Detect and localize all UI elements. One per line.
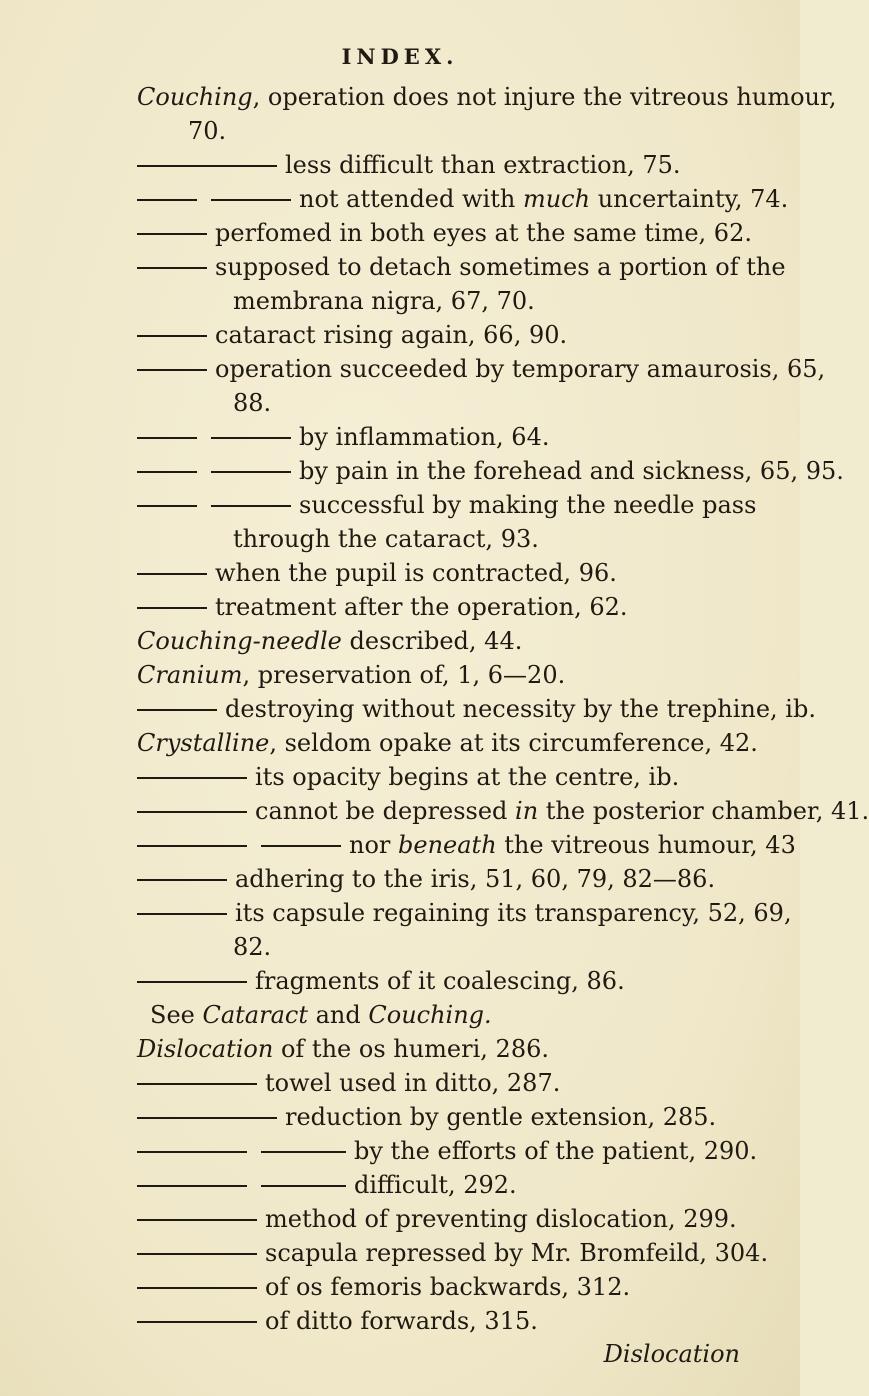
- index-line: [137, 796, 869, 826]
- index-line: [137, 1102, 716, 1132]
- entry-text: scapula repressed by Mr. Bromfeild, 304.: [265, 1239, 769, 1267]
- ditto-dash: [137, 233, 207, 235]
- entry-text: Couching: [137, 83, 253, 111]
- entry-text: the posterior chamber, 41.: [538, 797, 869, 825]
- ditto-dash: [211, 505, 291, 507]
- ditto-dash: [137, 267, 207, 269]
- index-line: [137, 1170, 517, 1200]
- ditto-dash: [137, 505, 197, 507]
- ditto-dash: [137, 913, 227, 915]
- catchword: Dislocation: [603, 1340, 740, 1368]
- entry-text: cataract rising again, 66, 90.: [215, 321, 568, 349]
- entry-text: operation succeeded by temporary amaurosis, 65,: [215, 355, 826, 383]
- ditto-dash: [137, 369, 207, 371]
- ditto-dash: [211, 437, 291, 439]
- entry-text: Cataract: [202, 1001, 308, 1029]
- entry-text: method of preventing dislocation, 299.: [265, 1205, 737, 1233]
- entry-text: much: [522, 185, 591, 213]
- entry-text: 82.: [233, 933, 272, 961]
- ditto-dash: [137, 335, 207, 337]
- entry-text: membrana nigra, 67, 70.: [233, 287, 535, 315]
- ditto-dash: [261, 845, 341, 847]
- ditto-dash: [137, 165, 277, 167]
- index-line: [137, 218, 752, 248]
- entry-text: of ditto forwards, 315.: [265, 1307, 538, 1335]
- ditto-dash: [261, 1151, 346, 1153]
- entry-text: treatment after the operation, 62.: [215, 593, 628, 621]
- entry-text: Cranium: [137, 661, 243, 689]
- entry-text: Dislocation: [137, 1035, 274, 1063]
- index-line: [137, 354, 825, 384]
- entry-text: cannot be depressed: [255, 797, 516, 825]
- ditto-dash: [137, 1117, 277, 1119]
- index-line: [137, 898, 792, 928]
- entry-text: its capsule regaining its transparency, 52, 69,: [235, 899, 792, 927]
- entry-text: 88.: [233, 389, 272, 417]
- index-line: [137, 150, 681, 180]
- index-line: [137, 558, 617, 588]
- index-line: [137, 184, 788, 214]
- index-line: [137, 660, 565, 690]
- index-line: [137, 1272, 630, 1302]
- ditto-dash: [137, 1253, 257, 1255]
- index-line: [233, 932, 271, 962]
- entry-text: by the efforts of the patient, 290.: [354, 1137, 758, 1165]
- entry-text: , operation does not injure the vitreous humour,: [252, 83, 837, 111]
- ditto-dash: [137, 1287, 257, 1289]
- entry-text: through the cataract, 93.: [233, 525, 539, 553]
- entry-text: when the pupil is contracted, 96.: [215, 559, 617, 587]
- entry-text: described, 44.: [341, 627, 523, 655]
- entry-text: by pain in the forehead and sickness, 65, 95.: [299, 457, 844, 485]
- index-line: [137, 1306, 538, 1336]
- entry-text: nor: [349, 831, 399, 859]
- index-line: [137, 320, 567, 350]
- ditto-dash: [137, 437, 197, 439]
- ditto-dash: [211, 199, 291, 201]
- ditto-dash: [137, 1321, 257, 1323]
- index-line: [137, 830, 796, 860]
- ditto-dash: [137, 1219, 257, 1221]
- ditto-dash: [261, 1185, 346, 1187]
- entry-text: , preservation of, 1, 6—20.: [242, 661, 566, 689]
- index-line: [137, 1034, 549, 1064]
- index-line: [137, 626, 522, 656]
- entry-text: less difficult than extraction, 75.: [285, 151, 681, 179]
- entry-text: reduction by gentle extension, 285.: [285, 1103, 717, 1131]
- entry-text: the vitreous humour, 43: [496, 831, 796, 859]
- index-line: [137, 1238, 768, 1268]
- index-line: [233, 286, 535, 316]
- entry-text: of os femoris backwards, 312.: [265, 1273, 631, 1301]
- ditto-dash: [137, 607, 207, 609]
- entry-text: of the os humeri, 286.: [273, 1035, 549, 1063]
- index-line: [137, 1136, 757, 1166]
- index-line: [150, 1000, 492, 1030]
- index-line: [137, 252, 786, 282]
- entry-text: , seldom opake at its circumference, 42.: [269, 729, 758, 757]
- entry-text: by inflammation, 64.: [299, 423, 550, 451]
- entry-text: 70.: [188, 117, 227, 145]
- entry-text: fragments of it coalescing, 86.: [255, 967, 625, 995]
- entry-text: adhering to the iris, 51, 60, 79, 82—86.: [235, 865, 716, 893]
- index-line: [137, 966, 625, 996]
- ditto-dash: [137, 199, 197, 201]
- entry-text: difficult, 292.: [354, 1171, 517, 1199]
- index-line: [137, 762, 679, 792]
- entry-text: destroying without necessity by the trephine, ib.: [225, 695, 816, 723]
- ditto-dash: [137, 777, 247, 779]
- ditto-dash: [137, 1151, 247, 1153]
- entry-text: its opacity begins at the centre, ib.: [255, 763, 680, 791]
- ditto-dash: [211, 471, 291, 473]
- entry-text: in: [515, 797, 539, 825]
- ditto-dash: [137, 879, 227, 881]
- entry-text: Couching.: [368, 1001, 492, 1029]
- index-line: [137, 592, 628, 622]
- index-line: [233, 524, 539, 554]
- ditto-dash: [137, 471, 197, 473]
- index-line: [137, 1068, 560, 1098]
- entry-text: uncertainty, 74.: [590, 185, 789, 213]
- ditto-dash: [137, 981, 247, 983]
- ditto-dash: [137, 1185, 247, 1187]
- page-header: INDEX.: [341, 44, 459, 69]
- ditto-dash: [137, 845, 247, 847]
- entry-text: towel used in ditto, 287.: [265, 1069, 561, 1097]
- index-line: [137, 1204, 737, 1234]
- index-line: [188, 116, 226, 146]
- entry-text: successful by making the needle pass: [299, 491, 757, 519]
- index-line: [137, 456, 844, 486]
- entry-text: not attended with: [299, 185, 523, 213]
- index-line: [137, 864, 715, 894]
- index-line: [137, 422, 549, 452]
- ditto-dash: [137, 709, 217, 711]
- entry-text: See: [150, 1001, 203, 1029]
- index-line: [137, 82, 836, 112]
- ditto-dash: [137, 573, 207, 575]
- entry-text: perfomed in both eyes at the same time, 62.: [215, 219, 752, 247]
- entry-text: beneath: [398, 831, 497, 859]
- ditto-dash: [137, 811, 247, 813]
- index-line: [233, 388, 271, 418]
- index-line: [137, 490, 756, 520]
- entry-text: Couching-needle: [137, 627, 342, 655]
- ditto-dash: [137, 1083, 257, 1085]
- entry-text: supposed to detach sometimes a portion of the: [215, 253, 786, 281]
- index-line: [137, 728, 758, 758]
- entry-text: Crystalline: [137, 729, 270, 757]
- entry-text: and: [307, 1001, 369, 1029]
- index-line: [137, 694, 816, 724]
